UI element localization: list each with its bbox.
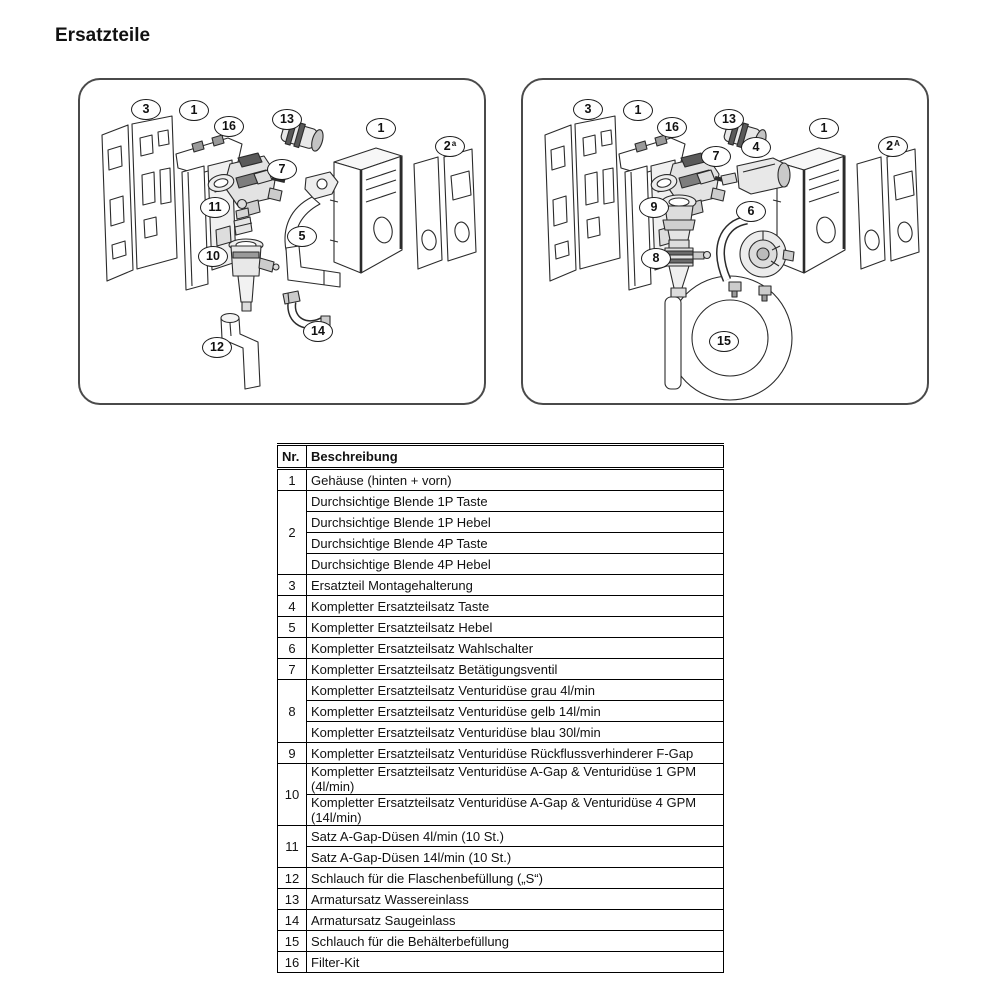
callout-1: 1 xyxy=(179,100,209,121)
exploded-diagram-right xyxy=(521,78,929,405)
part-description: Schlauch für die Behälterbefüllung xyxy=(307,931,724,952)
table-row xyxy=(278,701,724,722)
part-number: 5 xyxy=(278,617,307,638)
part-description: Filter-Kit xyxy=(307,952,724,973)
table-row xyxy=(278,638,724,659)
table-row xyxy=(278,931,724,952)
part-number: 3 xyxy=(278,575,307,596)
callout-3: 3 xyxy=(131,99,161,120)
part-number: 6 xyxy=(278,638,307,659)
callout-2A: 2 A xyxy=(878,136,908,157)
table-row xyxy=(278,910,724,931)
part-number: 12 xyxy=(278,868,307,889)
callout-1: 1 xyxy=(809,118,839,139)
callout-7: 7 xyxy=(701,146,731,167)
part-description: Kompletter Ersatzteilsatz Venturidüse gelb 14l/min xyxy=(307,701,724,722)
callout-13: 13 xyxy=(714,109,744,130)
table-row xyxy=(278,826,724,847)
part-description: Durchsichtige Blende 4P Taste xyxy=(307,533,724,554)
callout-2a: 2 a xyxy=(435,136,465,157)
table-row xyxy=(278,847,724,868)
header-nr: Nr. xyxy=(278,445,307,469)
venturi-valve-art xyxy=(665,240,711,297)
tank-hose-stem-art xyxy=(665,297,681,389)
part-description: Kompletter Ersatzteilsatz Venturidüse A-Gap & Venturidüse 1 GPM (4l/min) xyxy=(307,764,724,795)
part-description: Satz A-Gap-Düsen 14l/min (10 St.) xyxy=(307,847,724,868)
callout-1: 1 xyxy=(366,118,396,139)
part-description: Armatursatz Wassereinlass xyxy=(307,889,724,910)
part-description: Schlauch für die Flaschenbefüllung („S“) xyxy=(307,868,724,889)
callout-15: 15 xyxy=(709,331,739,352)
table-row xyxy=(278,952,724,973)
part-number: 11 xyxy=(278,826,307,868)
callout-3: 3 xyxy=(573,99,603,120)
callout-10: 10 xyxy=(198,246,228,267)
table-row xyxy=(278,659,724,680)
part-number: 9 xyxy=(278,743,307,764)
part-description: Kompletter Ersatzteilsatz Venturidüse grau 4l/min xyxy=(307,680,724,701)
table-row xyxy=(278,722,724,743)
callout-16: 16 xyxy=(214,116,244,137)
part-description: Durchsichtige Blende 4P Hebel xyxy=(307,554,724,575)
part-description: Kompletter Ersatzteilsatz Venturidüse blau 30l/min xyxy=(307,722,724,743)
callout-11: 11 xyxy=(200,197,230,218)
part-description: Satz A-Gap-Düsen 4l/min (10 St.) xyxy=(307,826,724,847)
venturi-valve-art xyxy=(229,239,279,311)
part-number: 15 xyxy=(278,931,307,952)
callout-4: 4 xyxy=(741,137,771,158)
part-number: 4 xyxy=(278,596,307,617)
part-description: Armatursatz Saugeinlass xyxy=(307,910,724,931)
table-row xyxy=(278,575,724,596)
part-description: Kompletter Ersatzteilsatz Venturidüse Rückflussverhinderer F-Gap xyxy=(307,743,724,764)
part-description: Durchsichtige Blende 1P Hebel xyxy=(307,512,724,533)
table-row xyxy=(278,469,724,491)
header-description: Beschreibung xyxy=(307,445,724,469)
table-row xyxy=(278,617,724,638)
callout-5: 5 xyxy=(287,226,317,247)
table-row xyxy=(278,491,724,512)
callout-7: 7 xyxy=(267,159,297,180)
table-row xyxy=(278,680,724,701)
table-row xyxy=(278,764,724,795)
callout-12: 12 xyxy=(202,337,232,358)
callout-8: 8 xyxy=(641,248,671,269)
part-description: Kompletter Ersatzteilsatz Betätigungsventil xyxy=(307,659,724,680)
table-row xyxy=(278,743,724,764)
callout-16: 16 xyxy=(657,117,687,138)
part-description: Gehäuse (hinten + vorn) xyxy=(307,469,724,491)
part-description: Ersatzteil Montagehalterung xyxy=(307,575,724,596)
callout-9: 9 xyxy=(639,197,669,218)
part-description: Durchsichtige Blende 1P Taste xyxy=(307,491,724,512)
page-title: Ersatzteile xyxy=(55,24,151,46)
table-row xyxy=(278,795,724,826)
table-row xyxy=(278,554,724,575)
exploded-diagram-left xyxy=(78,78,486,405)
part-number: 8 xyxy=(278,680,307,743)
part-description: Kompletter Ersatzteilsatz Taste xyxy=(307,596,724,617)
part-description: Kompletter Ersatzteilsatz Hebel xyxy=(307,617,724,638)
table-row xyxy=(278,868,724,889)
part-number: 2 xyxy=(278,491,307,575)
callout-14: 14 xyxy=(303,321,333,342)
parts-table xyxy=(277,443,724,973)
part-number: 7 xyxy=(278,659,307,680)
table-row xyxy=(278,889,724,910)
table-header-row xyxy=(278,445,724,469)
part-description: Kompletter Ersatzteilsatz Venturidüse A-Gap & Venturidüse 4 GPM (14l/min) xyxy=(307,795,724,826)
part-number: 13 xyxy=(278,889,307,910)
table-row xyxy=(278,596,724,617)
part-number: 16 xyxy=(278,952,307,973)
callout-1: 1 xyxy=(623,100,653,121)
table-row xyxy=(278,512,724,533)
table-row xyxy=(278,533,724,554)
part-number: 10 xyxy=(278,764,307,826)
part-description: Kompletter Ersatzteilsatz Wahlschalter xyxy=(307,638,724,659)
part-number: 1 xyxy=(278,469,307,491)
callout-13: 13 xyxy=(272,109,302,130)
callout-6: 6 xyxy=(736,201,766,222)
part-number: 14 xyxy=(278,910,307,931)
